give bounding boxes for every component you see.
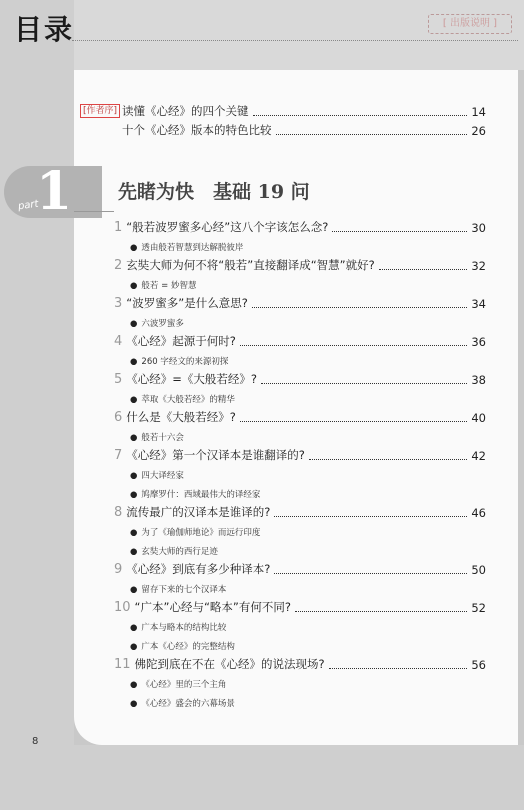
- toc-entry-label: 《心经》第一个汉译本是谁翻译的?: [126, 448, 305, 462]
- dot-leader: [379, 268, 468, 270]
- toc-subentry[interactable]: [130, 488, 260, 500]
- bullet-icon: ●: [130, 281, 138, 291]
- dot-leader: [276, 133, 468, 135]
- toc-subentry-label: 为了《瑜伽师地论》而远行印度: [141, 528, 261, 538]
- bullet-icon: ●: [130, 699, 138, 709]
- toc-subentry-label: 260 字经文的来源初探: [141, 357, 229, 367]
- toc-entry-question[interactable]: [114, 333, 486, 349]
- toc-entry-question[interactable]: [114, 371, 486, 387]
- bullet-icon: ●: [130, 319, 138, 329]
- toc-subentry[interactable]: [130, 355, 228, 367]
- toc-subentry-label: 般若 = 妙智慧: [141, 281, 197, 291]
- toc-subentry-label: 透由般若智慧到达解脱彼岸: [141, 243, 244, 253]
- toc-subentry-label: 四大译经家: [141, 471, 184, 481]
- question-number: 7: [114, 448, 123, 463]
- part-word: part: [17, 198, 40, 213]
- dot-leader: [274, 572, 467, 574]
- toc-entry-preface-2[interactable]: [122, 122, 486, 138]
- toc-entry-label: 十个《心经》版本的特色比较: [122, 123, 272, 137]
- toc-entry-label: 佛陀到底在不在《心经》的说法现场?: [134, 657, 325, 671]
- toc-entry-page: 34: [471, 297, 486, 311]
- part-title: 先睹为快 基础 19 问: [118, 181, 310, 203]
- dot-leader: [295, 610, 467, 612]
- toc-subentry[interactable]: [130, 241, 243, 253]
- dot-leader: [332, 230, 467, 232]
- part-number: 1: [36, 161, 73, 222]
- toc-subentry[interactable]: [130, 640, 235, 652]
- bullet-icon: ●: [130, 623, 138, 633]
- toc-subentry-label: 留存下来的七个汉译本: [141, 585, 227, 595]
- toc-subentry-label: 般若十六会: [141, 433, 184, 443]
- question-number: 5: [114, 372, 123, 387]
- part-divider: [74, 211, 114, 212]
- question-number: 6: [114, 410, 123, 425]
- toc-entry-question[interactable]: [114, 295, 486, 311]
- toc-entry-label: 《心经》起源于何时?: [126, 334, 236, 348]
- toc-subentry-label: 《心经》里的三个主角: [141, 680, 227, 690]
- page-title: 目录: [14, 13, 75, 46]
- bullet-icon: ●: [130, 395, 138, 405]
- toc-entry-question[interactable]: [114, 561, 486, 577]
- toc-entry-question[interactable]: [114, 219, 486, 235]
- dot-leader: [274, 515, 467, 517]
- toc-subentry[interactable]: [130, 431, 184, 443]
- toc-entry-question[interactable]: [114, 504, 486, 520]
- preface-tag: [作者序]: [80, 104, 120, 118]
- dot-leader: [240, 344, 467, 346]
- title-divider: [72, 40, 518, 41]
- toc-subentry-label: 广本与略本的结构比较: [141, 623, 227, 633]
- toc-entry-page: 52: [471, 601, 486, 615]
- toc-entry-preface-1[interactable]: [122, 103, 486, 119]
- toc-subentry[interactable]: [130, 545, 218, 557]
- dot-leader: [261, 382, 467, 384]
- bullet-icon: ●: [130, 357, 138, 367]
- toc-entry-label: 流传最广的汉译本是谁译的?: [126, 505, 271, 519]
- toc-subentry[interactable]: [130, 678, 226, 690]
- toc-subentry[interactable]: [130, 621, 226, 633]
- toc-entry-label: “般若波罗蜜多心经”这八个字该怎么念?: [126, 220, 329, 234]
- toc-subentry[interactable]: [130, 393, 235, 405]
- page-number: 8: [32, 736, 39, 747]
- toc-subentry-label: 广本《心经》的完整结构: [141, 642, 235, 652]
- toc-entry-label: 《心经》到底有多少种译本?: [126, 562, 271, 576]
- toc-entry-label: “广本”心经与“略本”有何不同?: [134, 600, 291, 614]
- dot-leader: [329, 667, 468, 669]
- toc-entry-label: 《心经》=《大般若经》?: [126, 372, 258, 386]
- toc-entry-page: 14: [471, 105, 486, 119]
- toc-entry-page: 42: [471, 449, 486, 463]
- bullet-icon: ●: [130, 547, 138, 557]
- dot-leader: [252, 306, 468, 308]
- toc-subentry[interactable]: [130, 469, 184, 481]
- toc-subentry[interactable]: [130, 526, 260, 538]
- toc-entry-label: 读懂《心经》的四个关键: [122, 104, 249, 118]
- question-number: 1: [114, 220, 123, 235]
- footer-band: [0, 745, 524, 810]
- toc-entry-page: 56: [471, 658, 486, 672]
- toc-subentry-label: 六波罗蜜多: [141, 319, 184, 329]
- toc-entry-label: 什么是《大般若经》?: [126, 410, 236, 424]
- dot-leader: [253, 114, 468, 116]
- toc-entry-page: 40: [471, 411, 486, 425]
- toc-subentry-label: 《心经》盛会的六幕场景: [141, 699, 235, 709]
- dot-leader: [240, 420, 467, 422]
- bullet-icon: ●: [130, 528, 138, 538]
- question-number: 4: [114, 334, 123, 349]
- bullet-icon: ●: [130, 433, 138, 443]
- toc-entry-page: 32: [471, 259, 486, 273]
- header-band: [0, 0, 524, 70]
- question-number: 8: [114, 505, 123, 520]
- toc-entry-question[interactable]: [114, 257, 486, 273]
- bullet-icon: ●: [130, 490, 138, 500]
- toc-entry-page: 30: [471, 221, 486, 235]
- left-margin-band: [0, 0, 74, 810]
- toc-entry-label: 玄奘大师为何不将“般若”直接翻译成“智慧”就好?: [126, 258, 375, 272]
- question-number: 11: [114, 657, 131, 672]
- toc-entry-label: “波罗蜜多”是什么意思?: [126, 296, 248, 310]
- bullet-icon: ●: [130, 680, 138, 690]
- bullet-icon: ●: [130, 471, 138, 481]
- toc-entry-page: 50: [471, 563, 486, 577]
- dot-leader: [309, 458, 467, 460]
- header-tag: [ 出版说明 ]: [428, 14, 512, 34]
- bullet-icon: ●: [130, 642, 138, 652]
- toc-entry-page: 26: [471, 124, 486, 138]
- question-number: 10: [114, 600, 131, 615]
- toc-entry-page: 36: [471, 335, 486, 349]
- toc-subentry-label: 玄奘大师的西行足迹: [141, 547, 218, 557]
- toc-subentry[interactable]: [130, 697, 235, 709]
- bullet-icon: ●: [130, 243, 138, 253]
- toc-entry-page: 46: [471, 506, 486, 520]
- question-number: 9: [114, 562, 123, 577]
- toc-entry-question[interactable]: [114, 656, 486, 672]
- toc-entry-page: 38: [471, 373, 486, 387]
- question-number: 2: [114, 258, 123, 273]
- question-number: 3: [114, 296, 123, 311]
- toc-entry-question[interactable]: [114, 599, 486, 615]
- toc-subentry[interactable]: [130, 583, 226, 595]
- toc-subentry-label: 萃取《大般若经》的精华: [141, 395, 235, 405]
- toc-subentry[interactable]: [130, 279, 196, 291]
- toc-subentry[interactable]: [130, 317, 184, 329]
- bullet-icon: ●: [130, 585, 138, 595]
- toc-entry-question[interactable]: [114, 409, 486, 425]
- toc-subentry-label: 鸠摩罗什：西域最伟大的译经家: [141, 490, 261, 500]
- toc-entry-question[interactable]: [114, 447, 486, 463]
